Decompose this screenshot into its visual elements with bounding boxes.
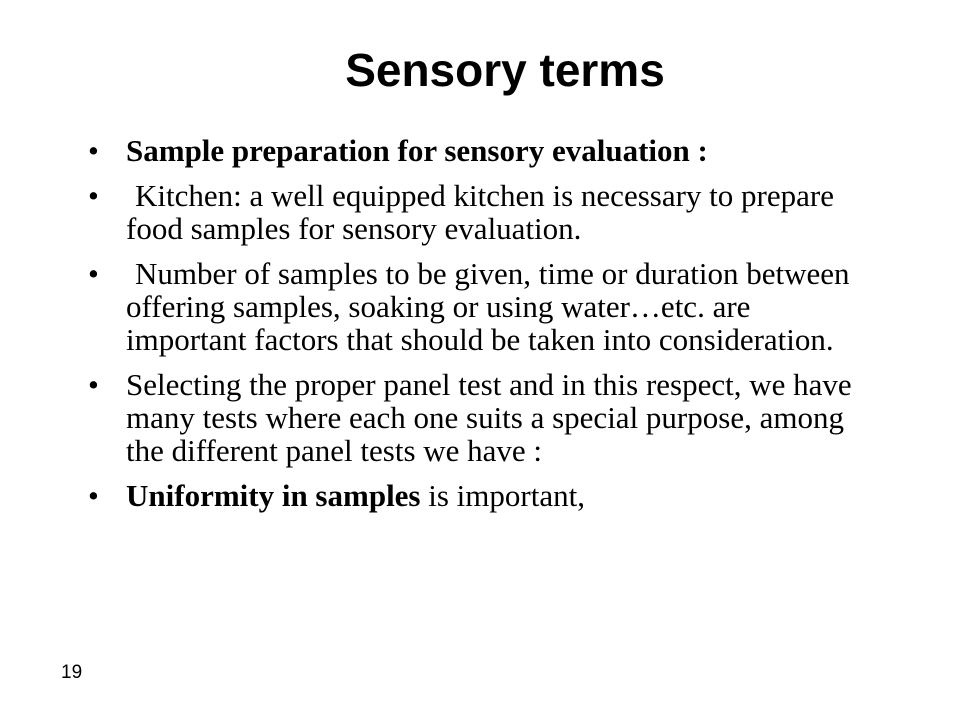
bullet-text-bold: Uniformity in samples xyxy=(126,478,421,513)
bullet-item-kitchen xyxy=(88,179,878,245)
bullet-text xyxy=(126,478,585,513)
bullet-icon: • xyxy=(88,178,99,213)
bullet-icon: • xyxy=(88,367,99,402)
bullet-text: Sample preparation for sensory evaluation : xyxy=(126,133,708,168)
bullet-item-sample-preparation xyxy=(88,134,878,167)
bullet-text-rest: is important, xyxy=(420,478,585,513)
bullet-item-number-of-samples xyxy=(88,257,878,356)
bullet-item-uniformity xyxy=(88,479,878,512)
bullet-text: Number of samples to be given, time or duration between offering samples, soaking or using water…etc. are important factors that should be taken into consideration. xyxy=(126,256,850,357)
page-number: 19 xyxy=(61,662,83,683)
bullet-icon: • xyxy=(88,133,99,168)
bullet-text: Kitchen: a well equipped kitchen is necessary to prepare food samples for sensory evaluation. xyxy=(126,178,834,246)
bullet-list xyxy=(88,134,878,524)
slide-title: Sensory terms xyxy=(345,44,665,96)
bullet-icon: • xyxy=(88,478,99,513)
bullet-icon: • xyxy=(88,256,99,291)
bullet-text: Selecting the proper panel test and in this respect, we have many tests where each one suits a special purpose, among the different panel tests we have : xyxy=(126,367,852,468)
bullet-item-panel-test xyxy=(88,368,878,467)
